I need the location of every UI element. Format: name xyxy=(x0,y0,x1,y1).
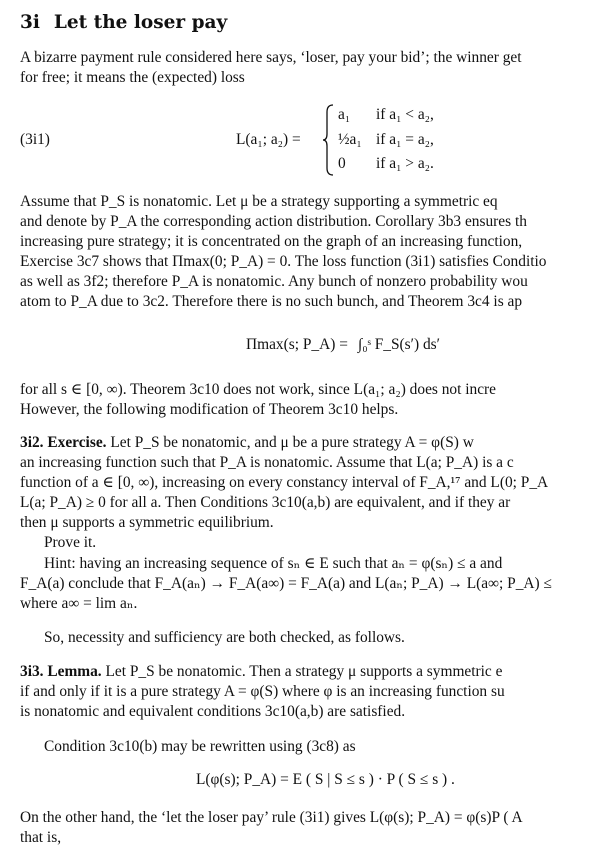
paragraph-line: However, the following modification of Theorem 3c10 helps. xyxy=(20,401,399,418)
case-condition: if a₁ < a₂, xyxy=(376,106,434,123)
exercise-label: Exercise. xyxy=(47,434,107,451)
paragraph-line: Exercise 3c7 shows that Πmax(0; P_A) = 0. The loss function (3i1) satisfies Conditio xyxy=(20,253,547,270)
paragraph-line: for all s ∈ [0, ∞). Theorem 3c10 does not work, since L(a₁; a₂) does not incre xyxy=(20,381,497,398)
case-condition: if a₁ > a₂. xyxy=(376,155,434,172)
paragraph-line: and denote by P_A the corresponding action distribution. Corollary 3b3 ensures th xyxy=(20,213,527,230)
paragraph-line: A bizarre payment rule considered here says, ‘loser, pay your bid’; the winner get xyxy=(20,49,522,66)
paragraph-line: for free; it means the (expected) loss xyxy=(20,69,245,86)
hint-line: Hint: having an increasing sequence of sₙ ∈ E such that aₙ = φ(sₙ) ≤ a and xyxy=(44,555,503,572)
paragraph-line: increasing pure strategy; it is concentrated on the graph of an increasing function, xyxy=(20,233,523,250)
equation-integral: ∫₀ˢ F_S(s′) ds′ xyxy=(358,336,441,353)
paragraph-line: as well as 3f2; therefore P_A is nonatomic. Any bunch of nonzero probability wou xyxy=(20,273,528,290)
equation-lhs: Πmax(s; P_A) = xyxy=(246,336,348,353)
equation-lhs: L(a₁; a₂) = xyxy=(236,131,301,148)
hint-line: where a∞ = lim aₙ. xyxy=(20,595,138,612)
paragraph-line: On the other hand, the ‘let the loser pay’ rule (3i1) gives L(φ(s); P_A) = φ(s)P ( A xyxy=(20,809,523,826)
section-heading xyxy=(20,12,227,33)
case-condition: if a₁ = a₂, xyxy=(376,131,434,148)
lemma-text: Let P_S be nonatomic. Then a strategy μ supports a symmetric e xyxy=(105,663,503,680)
case-value: a₁ xyxy=(338,106,351,123)
exercise-number: 3i2. xyxy=(20,434,44,451)
paragraph-line: that is, xyxy=(20,829,62,846)
case-value: 0 xyxy=(338,155,346,172)
lemma-first-line xyxy=(20,662,502,682)
lemma-line: if and only if it is a pure strategy A = φ(S) where φ is an increasing function su xyxy=(20,683,505,700)
equation-label: (3i1) xyxy=(20,131,50,148)
paragraph-line: So, necessity and sufficiency are both checked, as follows. xyxy=(44,629,405,646)
case-value: ½a₁ xyxy=(338,131,362,148)
display-equation: L(φ(s); P_A) = E ( S | S ≤ s ) · P ( S ≤ s ) . xyxy=(196,771,455,788)
paragraph-line: atom to P_A due to 3c2. Therefore there is no such bunch, and Theorem 3c4 is ap xyxy=(20,293,523,310)
lemma-label: Lemma. xyxy=(47,663,102,680)
lemma-line: is nonatomic and equivalent conditions 3c10(a,b) are satisfied. xyxy=(20,703,406,720)
exercise-line: L(a; P_A) ≥ 0 for all a. Then Conditions 3c10(a,b) are equivalent, and if they ar xyxy=(20,494,511,511)
exercise-line: then μ supports a symmetric equilibrium. xyxy=(20,514,274,531)
paragraph-line: Condition 3c10(b) may be rewritten using (3c8) as xyxy=(44,738,356,755)
exercise-text: Let P_S be nonatomic, and μ be a pure strategy A = φ(S) w xyxy=(110,434,474,451)
paragraph-line: Assume that P_S is nonatomic. Let μ be a strategy supporting a symmetric eq xyxy=(20,193,498,210)
hint-line: F_A(a) conclude that F_A(aₙ) → F_A(a∞) = F_A(a) and L(aₙ; P_A) → L(a∞; P_A) ≤ xyxy=(20,575,552,592)
section-title: Let the loser pay xyxy=(53,12,228,33)
lemma-number: 3i3. xyxy=(20,663,44,680)
exercise-first-line xyxy=(20,433,474,453)
exercise-line: an increasing function such that P_A is nonatomic. Assume that L(a; P_A) is a c xyxy=(20,454,514,471)
exercise-prove: Prove it. xyxy=(44,534,97,551)
exercise-line: function of a ∈ [0, ∞), increasing on every constancy interval of F_A,¹⁷ and L(0; P_A xyxy=(20,474,549,491)
cases-brace-icon xyxy=(322,104,334,176)
section-number: 3i xyxy=(20,12,40,33)
